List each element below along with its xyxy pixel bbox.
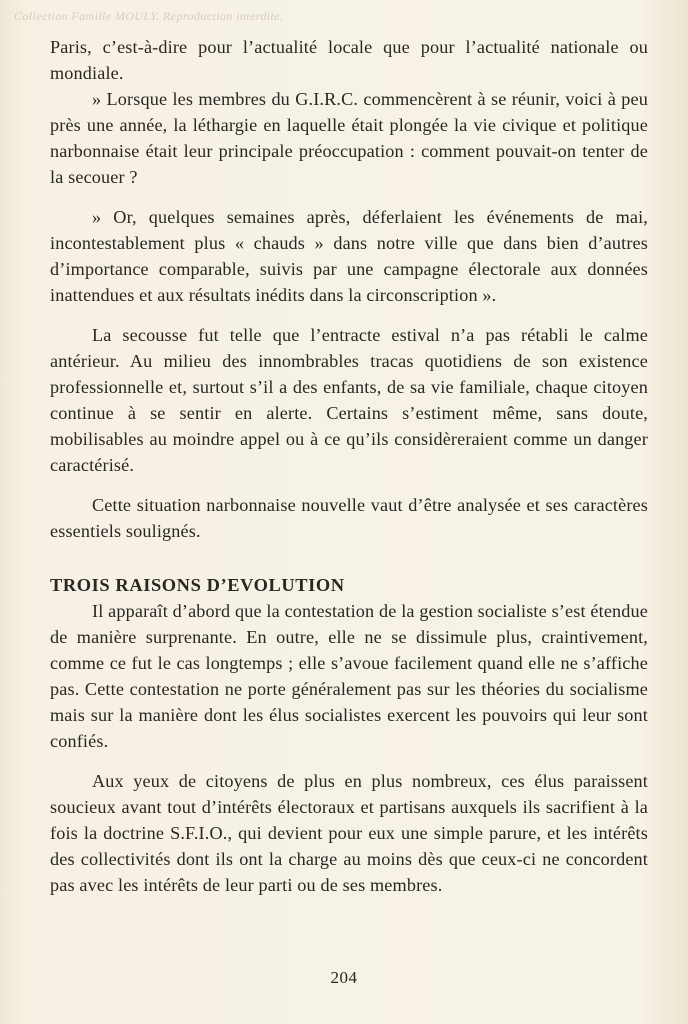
paragraph-3: » Or, quelques semaines après, déferlaient les événements de mai, incontestablement plus « chauds » dans notre ville que dans bien d’autres d’importance comparable, suivis par une campagne électorale aux données inattendues et aux résultats inédits dans la circonscription ».: [50, 207, 648, 305]
watermark: Collection Famille MOULY. Reproduction interdite.: [14, 9, 284, 23]
paragraph-2: » Lorsque les membres du G.I.R.C. commencèrent à se réunir, voici à peu près une année, la léthargie en laquelle était plongée la vie civique et politique narbonnaise était leur principale préoccupation : comment pouvait-on tenter de la secouer ?: [50, 89, 648, 187]
page-number: 204: [330, 968, 358, 987]
paragraph-1: Paris, c’est-à-dire pour l’actualité locale que pour l’actualité nationale ou mondiale.: [50, 37, 648, 83]
paragraph-4: La secousse fut telle que l’entracte estival n’a pas rétabli le calme antérieur. Au milieu des innombrables tracas quotidiens de son existence professionnelle et, surtout s’il a des enfants, de sa vie familiale, chaque citoyen continue à se sentir en alerte. Certains s’estiment même, sans doute, mobilisables au moindre appel ou à ce qu’ils considèreraient comme un danger caractérisé.: [50, 325, 648, 475]
section-paragraph-1: Il apparaît d’abord que la contestation de la gestion socialiste s’est étendue de manière surprenante. En outre, elle ne se dissimule plus, craintivement, comme ce fut le cas longtemps ; elle s’avoue facilement quand elle ne s’affiche pas. Cette contestation ne porte généralement pas sur les théories du socialisme mais sur la manière dont les élus socialistes exercent les pouvoirs qui leur sont confiés.: [50, 601, 648, 751]
paragraph-5: Cette situation narbonnaise nouvelle vaut d’être analysée et ses caractères essentiels soulignés.: [50, 495, 648, 541]
section-heading: TROIS RAISONS D’EVOLUTION: [50, 575, 345, 595]
section-paragraph-2: Aux yeux de citoyens de plus en plus nombreux, ces élus paraissent soucieux avant tout d’intérêts électoraux et partisans auxquels ils sacrifient à la fois la doctrine S.F.I.O., qui devient pour eux une simple parure, et les intérêts des collectivités dont ils ont la charge au moins dès que ceux-ci ne concordent pas avec les intérêts de leur parti ou de ses membres.: [50, 771, 648, 895]
body-text: [50, 34, 648, 898]
